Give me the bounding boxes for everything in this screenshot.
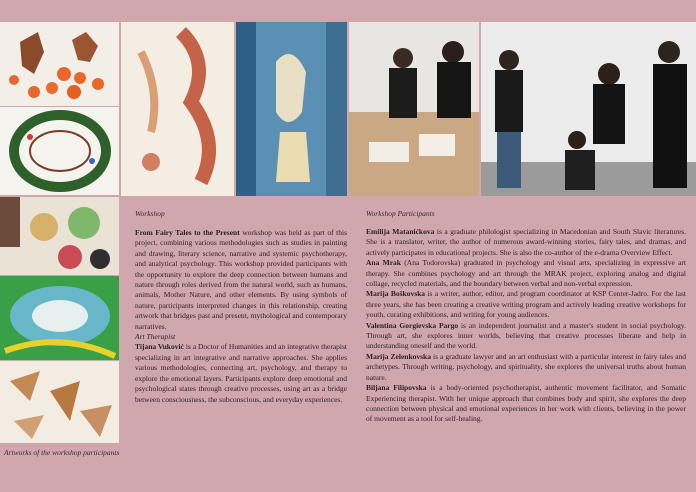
- therapist-body: is a Doctor of Humanities and an integrative therapist specializing in art integrative and narrative approaches. She applies various methodologies, connecting art, psychology, and therapy to explore the emotional layers. Participants explore deep emotional and psychological states through creative processes, using art as a bridge between consciousness, the subconscious, and everyday experiences.: [135, 342, 347, 404]
- artworks-caption: Artworks of the workshop participants: [4, 448, 120, 457]
- workshop-body: workshop was held as part of this project, combining various methodologies such as studies in painting and drawing, literary science, narrative and systemic psychotherapy, and analytical psychology. This workshop provided participants with the opportunity to explore the deep connection between humans and nature through roles derived from the natural world, such as humans, animals, Mother Nature, and other elements. By using symbols of nature, participants interpreted changes in this relationship, creating artwork that bridges past and present, mythological and contemporary narratives.: [135, 228, 347, 331]
- workshop-title: From Fairy Tales to the Present: [135, 228, 240, 237]
- participant-6: Biljana Filipovska is a body-oriented psychotherapist, authentic movement facilitator, and Somatic Experiencing therapist. With her unique approach that combines body and spirit, she explores the deep connection between physical and emotional experiences in her work with clients, believing in the power of movement as a tool for self-healing.: [366, 383, 686, 424]
- therapist-label: Art Therapist: [135, 332, 176, 342]
- workshop-label: Workshop: [135, 209, 165, 218]
- participant-2: Ana Mrak (Ana Todorovska) graduated in psychology and visual arts, specializing in expressive art therapy. She combines psychology and art through the MRAK project, exploring analog and digital collage, recycled materials, and the boundary between verbal and non-verbal expression.: [366, 258, 686, 289]
- participants-text: [366, 227, 686, 425]
- workshop-text: [135, 228, 347, 405]
- participants-label: Workshop Participants: [366, 209, 435, 218]
- photo-movement-session: [481, 22, 696, 196]
- therapist-name: Tijana Vuković: [135, 342, 184, 352]
- artwork-green-painting: [0, 276, 119, 360]
- artwork-pressed-leaves: [0, 361, 119, 443]
- participant-5: Marija Zelenkovska is a graduate lawyer and an art enthusiast with a particular interest in fairy tales and archetypes. Through writing, psychology, and spirituality, she explores the universal truths about human nature.: [366, 351, 687, 382]
- artwork-collage: [0, 197, 119, 275]
- participant-4: Valentina Gorgievska Pargo is an independent journalist and a master's student in social psychology. Through art, she explores inner worlds, believing that creative processes liberate and help in understanding oneself and the world.: [366, 320, 686, 351]
- artwork-red-prints: [121, 22, 234, 196]
- artwork-wreath: [0, 107, 119, 195]
- participant-3: Marija Boškovska is a writer, author, editor, and program coordinator at KSP Center-Jadro. For the last three years, she has been creating a creative writing program and actively leading creative workshops for youth, curating exhibitions, and writing for young audiences.: [366, 289, 686, 320]
- artwork-leaves: [0, 22, 119, 106]
- photo-participants-working: [349, 22, 479, 196]
- artwork-blue-abstract: [236, 22, 347, 196]
- participant-1: Emilija Matanićkova is a graduate philologist specializing in Macedonian and South Slavic literatures. She is a translator, writer, the author of numerous award-winning stories, fairy tales, and dramas, and actively participates in educational projects. She is also the co-author of the e-drama Overview Effect.: [366, 227, 686, 257]
